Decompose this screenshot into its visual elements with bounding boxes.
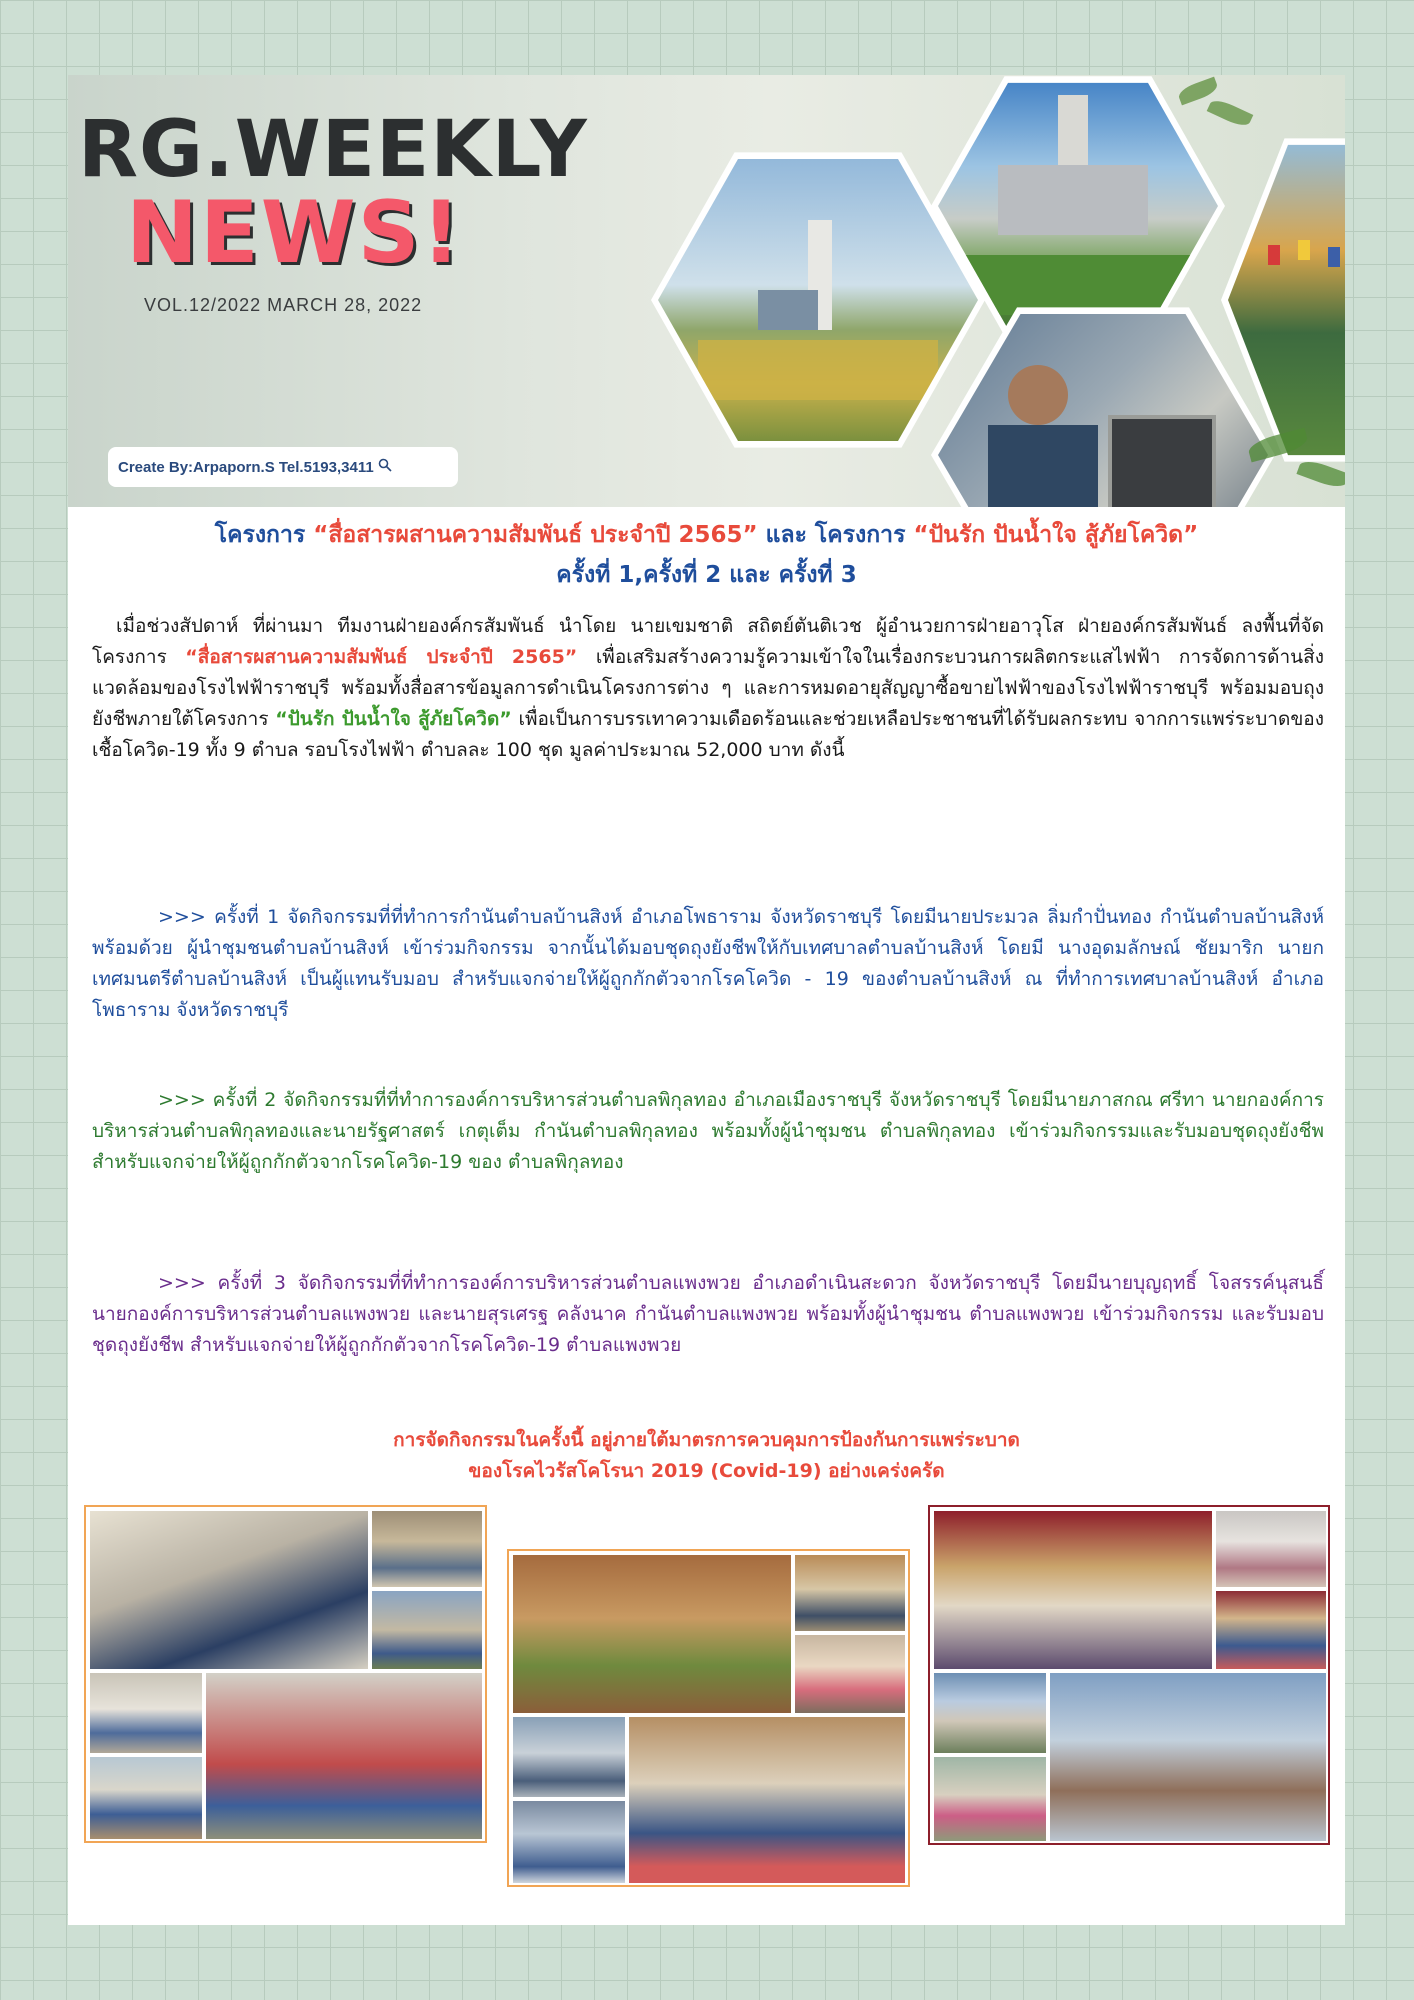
event-photo [934,1673,1046,1753]
event-2-paragraph: >>> ครั้งที่ 2 จัดกิจกรรมที่ที่ทำการองค์การบริหารส่วนตำบลพิกุลทอง อำเภอเมืองราชบุรี จังหวัดราชบุรี โดยมีนายภาสกณ ศรีทา นายกองค์การบริหารส่วนตำบลพิกุลทองและนายรัฐศาสตร์ เกตุเต็ม กำนันตำบลพิกุลทอง พร้อมทั้งผู้นำชุมชน ตำบลพิกุลทอง เข้าร่วมกิจกรรมและรับมอบชุดถุงยังชีพ สำหรับแจกจ่ายให้ผู้ถูกกักตัวจากโรคโควิด-19 ของ ตำบลพิกุลทอง [92,1089,1324,1173]
intro-paragraph [92,611,1324,766]
intro-highlight-project2: “ปันรัก ปันน้ำใจ สู้ภัยโควิด” [275,708,512,730]
headline-connector: และ โครงการ [757,522,914,548]
event-photo [795,1635,905,1713]
newsletter-page [68,75,1345,1925]
intro-text-1: เมื่อช่วงสัปดาห์ ที่ผ่านมา ทีมงานฝ่ายองค์กรสัมพันธ์ นำโดย นายเขมชาติ สถิตย์ตันติเวช ผู้อำนวยการฝ่ายอาวุโส ฝ่ายองค์กรสัมพันธ์ ลงพื้นที่จัดโครงการ [92,615,1324,668]
header-banner [68,75,1345,507]
event-photo [629,1717,905,1883]
event-photo [1050,1673,1326,1841]
event-3-paragraph: >>> ครั้งที่ 3 จัดกิจกรรมที่ที่ทำการองค์การบริหารส่วนตำบลแพงพวย อำเภอดำเนินสะดวก จังหวัดราชบุรี โดยมีนายบุญฤทธิ์ โจสรรค์นุสนธิ์ นายกองค์การบริหารส่วนตำบลแพงพวย และนายสุรเศรฐ คลังนาค กำนันตำบลแพงพวย พร้อมทั้งผู้นำชุมชน ตำบลแพงพวย เข้าร่วมกิจกรรม และรับมอบชุดถุงยังชีพ สำหรับแจกจ่ายให้ผู้ถูกกักตัวจากโรคโควิด-19 ตำบลแพงพวย [92,1272,1324,1356]
search-icon [378,458,392,476]
event-photo [90,1757,202,1839]
headline-line2: ครั้งที่ 1,ครั้งที่ 2 และ ครั้งที่ 3 [556,562,857,588]
hex-photo-power-plant-field [658,150,978,450]
event-photo [513,1717,625,1797]
headline-project2: “ปันรัก ปันน้ำใจ สู้ภัยโควิด” [913,522,1199,548]
note-line2: ของโรคไวรัสโคโรนา 2019 (Covid-19) อย่างเคร่งครัด [468,1460,945,1482]
event-photo [934,1511,1212,1669]
event-photo [934,1757,1046,1841]
intro-highlight-project1: “สื่อสารผสานความสัมพันธ์ ประจำปี 2565” [185,646,578,668]
event-photo [372,1591,482,1669]
photo-collage-event-1 [84,1505,487,1843]
headline-line1 [68,515,1345,555]
hex-photo-flags-entrance [1228,135,1345,465]
covid-measures-note [68,1425,1345,1487]
headline-prefix: โครงการ [214,522,314,548]
photo-collage-event-2 [507,1549,910,1887]
note-line1: การจัดกิจกรรมในครั้งนี้ อยู่ภายใต้มาตรการควบคุมการป้องกันการแพร่ระบาด [393,1429,1020,1451]
photo-collage-event-3 [928,1505,1330,1845]
event-1-paragraph: >>> ครั้งที่ 1 จัดกิจกรรมที่ที่ทำการกำนันตำบลบ้านสิงห์ อำเภอโพธาราม จังหวัดราชบุรี โดยมีนายประมวล ลิ่มกำปั่นทอง กำนันตำบลบ้านสิงห์ พร้อมด้วย ผู้นำชุมชนตำบลบ้านสิงห์ เข้าร่วมกิจกรรม จากนั้นได้มอบชุดถุงยังชีพให้กับเทศบาลตำบลบ้านสิงห์ โดยมี นางอุดมลักษณ์ ชัยมาริก นายกเทศมนตรีตำบลบ้านสิงห์ เป็นผู้แทนรับมอบ สำหรับแจกจ่ายให้ผู้ถูกกักตัวจากโรคโควิด - 19 ของตำบลบ้านสิงห์ ณ ที่ทำการเทศบาลบ้านสิงห์ อำเภอโพธาราม จังหวัดราชบุรี [92,906,1324,1021]
article-headline [68,515,1345,595]
creator-text: Create By:Arpaporn.S Tel.5193,3411 [118,458,374,476]
event-photo [372,1511,482,1587]
event-photo [513,1801,625,1883]
newsletter-title: RG.WEEKLY [78,105,588,195]
volume-date: VOL.12/2022 MARCH 28, 2022 [144,295,423,315]
hex-photo-control-room [938,305,1268,507]
event-photo [513,1555,791,1713]
creator-badge [108,447,458,487]
intro-text-3: เพื่อเป็นการบรรเทาความเดือดร้อนและช่วยเหลือประชาชนที่ได้รับผลกระทบ จากการแพร่ระบาดของเชื้อโควิด-19 ทั้ง 9 ตำบล รอบโรงไฟฟ้า ตำบลละ 100 ชุด มูลค่าประมาณ 52,000 บาท ดังนี้ [92,708,1324,761]
newsletter-subtitle: NEWS! [126,183,463,283]
intro-text-2: เพื่อเสริมสร้างความรู้ความเข้าใจในเรื่องกระบวนการผลิตกระแสไฟฟ้า การจัดการด้านสิ่งแวดล้อมของโรงไฟฟ้าราชบุรี พร้อมทั้งสื่อสารข้อมูลการดำเนินโครงการต่าง ๆ และการหมดอายุสัญญาซื้อขายไฟฟ้าของโรงไฟฟ้าราชบุรี พร้อมมอบถุงยังชีพภายใต้โครงการ [92,646,1324,730]
event-photo [90,1673,202,1753]
event-photo [90,1511,368,1669]
event-photo [1216,1511,1326,1587]
event-photo [206,1673,482,1839]
event-photo [1216,1591,1326,1669]
hex-photo-plant-facility [938,75,1218,337]
event-photo [795,1555,905,1631]
headline-project1: “สื่อสารผสานความสัมพันธ์ ประจำปี 2565” [313,522,758,548]
